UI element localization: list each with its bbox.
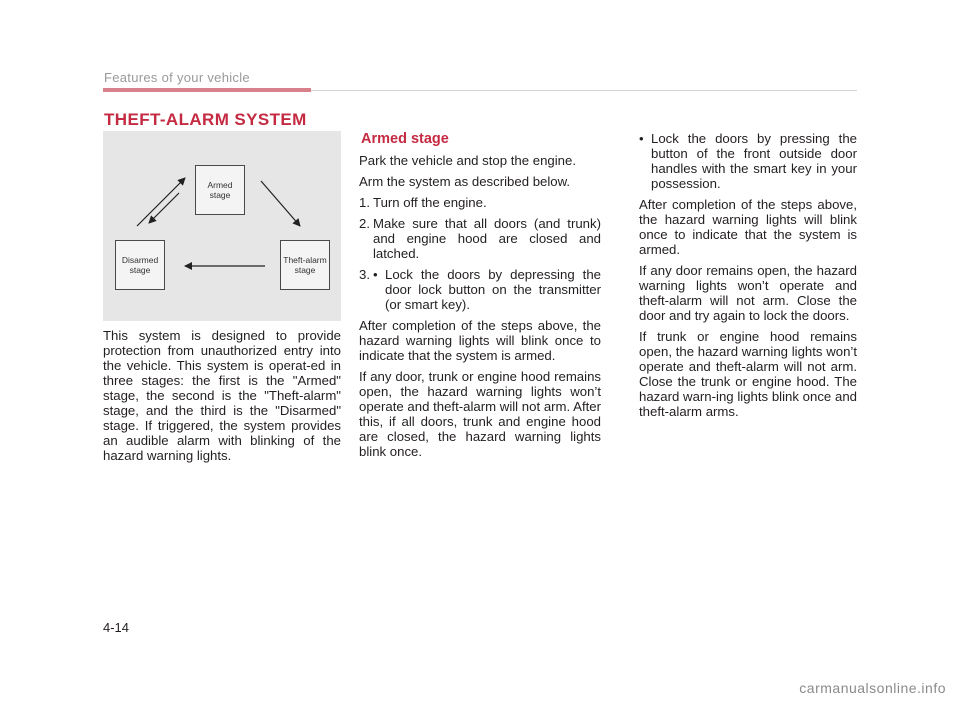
header-divider: [311, 90, 857, 91]
arrow-armed-to-theft: [261, 181, 300, 226]
armed-stage-p2: Arm the system as described below.: [359, 174, 571, 189]
section-title: THEFT-ALARM SYSTEM: [104, 110, 307, 129]
step-1: [359, 195, 601, 210]
disarmed-stage-box: [115, 240, 165, 290]
bullet-icon: •: [373, 267, 378, 282]
header-title: Features of your vehicle: [104, 70, 250, 85]
step-3: [359, 267, 601, 312]
step-number: 2.: [359, 216, 370, 231]
step-3-after-completion: After completion of the steps above, the hazard warning lights will blink once to indicate that the system is armed.: [359, 318, 601, 363]
armed-stage-column: [359, 153, 601, 465]
step-text: Make sure that all doors (and trunk) and engine hood are closed and latched.: [373, 216, 601, 261]
intro-paragraph: This system is designed to provide protection from unauthorized entry into the vehicle. This system is operat-ed in three stages: the first is the "Armed" stage, the second is the "Theft-alarm" stage, and the third is the "Disarmed" stage. If triggered, the system provides an audible alarm with blinking of the hazard warning lights.: [103, 328, 341, 463]
smart-key-bullet-text: Lock the doors by pressing the button of the front outside door handles with the smart key in your possession.: [651, 131, 857, 191]
theft-alarm-stage-box: [280, 240, 330, 290]
armed-stage-label: Armed stage: [207, 180, 233, 200]
step-number: 1.: [359, 195, 370, 210]
step-2: [359, 216, 601, 261]
step-3-if-open: If any door, trunk or engine hood remains open, the hazard warning lights won’t operate and theft-alarm will not arm. After this, if all doors, trunk and engine hood are closed, the hazard warning lights blink once.: [359, 369, 601, 459]
bullet-icon: •: [639, 131, 644, 146]
arrow-disarmed-to-armed: [137, 178, 185, 226]
page-number: 4-14: [103, 620, 130, 635]
armed-stage-title: Armed stage: [361, 131, 449, 147]
theft-alarm-stage-label: Theft-alarm stage: [283, 255, 327, 275]
armed-stage-p1: Park the vehicle and stop the engine.: [359, 153, 577, 168]
step-text: Lock the doors by depressing the door lock button on the transmitter (or smart key).: [385, 267, 601, 312]
disarmed-stage-label: Disarmed stage: [121, 255, 159, 275]
step-text: Turn off the engine.: [373, 195, 487, 210]
arrow-armed-to-disarmed: [149, 193, 179, 223]
col3-after-completion: After completion of the steps above, the hazard warning lights will blink once to indicate that the system is armed.: [639, 197, 857, 257]
col3-door-open: If any door remains open, the hazard warning lights won’t operate and theft-alarm will not arm. Close the door and try again to lock the doors.: [639, 263, 857, 323]
step-number: 3.: [359, 267, 370, 282]
col3-trunk-open: If trunk or engine hood remains open, the hazard warning lights won’t operate and theft-alarm will not arm. Close the trunk or engine hood. The hazard warn-ing lights blink once and theft-alarm arms.: [639, 329, 857, 419]
theft-alarm-stage-diagram: [103, 131, 341, 321]
intro-column: [103, 328, 341, 469]
watermark: carmanualsonline.info: [799, 680, 946, 696]
smart-key-column: [639, 131, 857, 425]
armed-stage-box: [195, 165, 245, 215]
header-accent-bar: [103, 88, 311, 92]
stage-arrows: [103, 131, 341, 321]
smart-key-bullet: [639, 131, 857, 191]
